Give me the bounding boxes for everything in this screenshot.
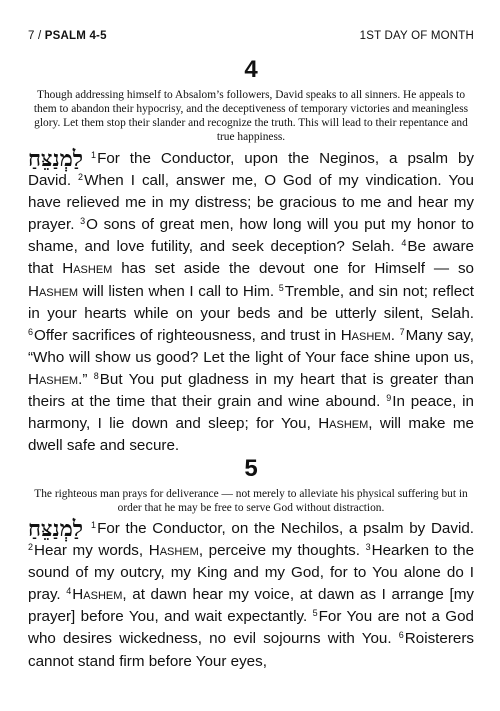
verse-number: 4 bbox=[401, 238, 407, 249]
verse-text: But You put gladness in my heart that is greater than theirs at the time that their grain and wine abound. bbox=[28, 370, 475, 411]
verse-number: 7 bbox=[399, 326, 405, 337]
verse-number: 5 bbox=[278, 282, 284, 293]
verse-text: For You are not a God who desires wickedness, no evil sojourns with You. bbox=[28, 608, 474, 648]
psalm-5-text bbox=[28, 518, 474, 673]
page-number: 7 bbox=[28, 30, 35, 42]
psalm-5-intro: The righteous man prays for deliverance — not merely to alleviate his physical suffering but in order that he may be free to serve God without distraction. bbox=[34, 488, 468, 514]
verse-text: For the Conductor, upon the Neginos, a psalm by David. bbox=[28, 150, 474, 190]
verse-number: 4 bbox=[66, 586, 72, 597]
psalm-4-text bbox=[28, 148, 474, 457]
psalm-4-hebrew-opening: לַמְנַצֵּחַ bbox=[28, 146, 84, 172]
verse-text: Many say, “Who will show us good? Let the light of Your face shine upon us, Hashem.” bbox=[28, 326, 474, 388]
verse-text: Roisterers cannot stand firm before Your eyes, bbox=[28, 630, 474, 670]
psalm-4-intro: Though addressing himself to Absalom’s followers, David speaks to all sinners. He appeals to them to abandon their hypocrisy, and the deceptiveness of temporary victories and meaningless glory. Let them stop their slander and recognize the truth. This will lead to their repentance and true happiness. bbox=[33, 89, 469, 143]
running-head-left: 7 / PSALM 4-5 bbox=[28, 30, 107, 42]
verse-number: 5 bbox=[312, 608, 318, 619]
verse-text: Offer sacrifices of righteousness, and trust in Hashem. bbox=[34, 326, 400, 344]
running-head-right: 1ST DAY OF MONTH bbox=[359, 30, 474, 42]
verse-text: For the Conductor, on the Nechilos, a psalm by David. bbox=[97, 520, 474, 537]
psalm-5-number: 5 bbox=[244, 455, 258, 482]
verse-text: When I call, answer me, O God of my vindication. You have relieved me in my distress; be gracious to me and hear my prayer. bbox=[28, 172, 474, 234]
verse-number: 3 bbox=[80, 216, 86, 227]
verse-number: 6 bbox=[398, 630, 404, 641]
verse-text: In peace, in harmony, I lie down and sleep; for You, Hashem, will make me dwell safe and secure. bbox=[28, 393, 474, 455]
verse-number: 1 bbox=[91, 150, 97, 160]
verse-number: 9 bbox=[386, 393, 392, 404]
verse-number: 6 bbox=[28, 326, 34, 337]
psalm-4-number: 4 bbox=[244, 56, 258, 83]
verse-text: Hashem, at dawn hear my voice, at dawn as I arrange [my prayer] before You, and wait expectantly. bbox=[28, 586, 474, 626]
running-head bbox=[28, 30, 474, 46]
verse-number: 2 bbox=[28, 542, 34, 553]
verse-number: 3 bbox=[365, 542, 371, 553]
verse-text: Tremble, and sin not; reflect in your hearts while on your beds and be utterly silent, Selah. bbox=[28, 282, 474, 322]
verse-number: 1 bbox=[91, 520, 97, 530]
verse-text: Hearken to the sound of my outcry, my King and my God, for to You alone do I pray. bbox=[28, 542, 475, 604]
running-head-title: PSALM 4-5 bbox=[44, 30, 107, 42]
verse-text: Hear my words, Hashem, perceive my thoughts. bbox=[34, 542, 366, 560]
verse-text: Be aware that Hashem has set aside the devout one for Himself — so Hashem will listen when I call to Him. bbox=[28, 238, 474, 300]
psalm-5-hebrew-opening: לַמְנַצֵּחַ bbox=[28, 516, 84, 542]
verse-number: 2 bbox=[78, 172, 84, 183]
verse-text: O sons of great men, how long will you put my honor to shame, and love futility, and seek deception? Selah. bbox=[28, 216, 474, 256]
verse-number: 8 bbox=[93, 370, 99, 381]
